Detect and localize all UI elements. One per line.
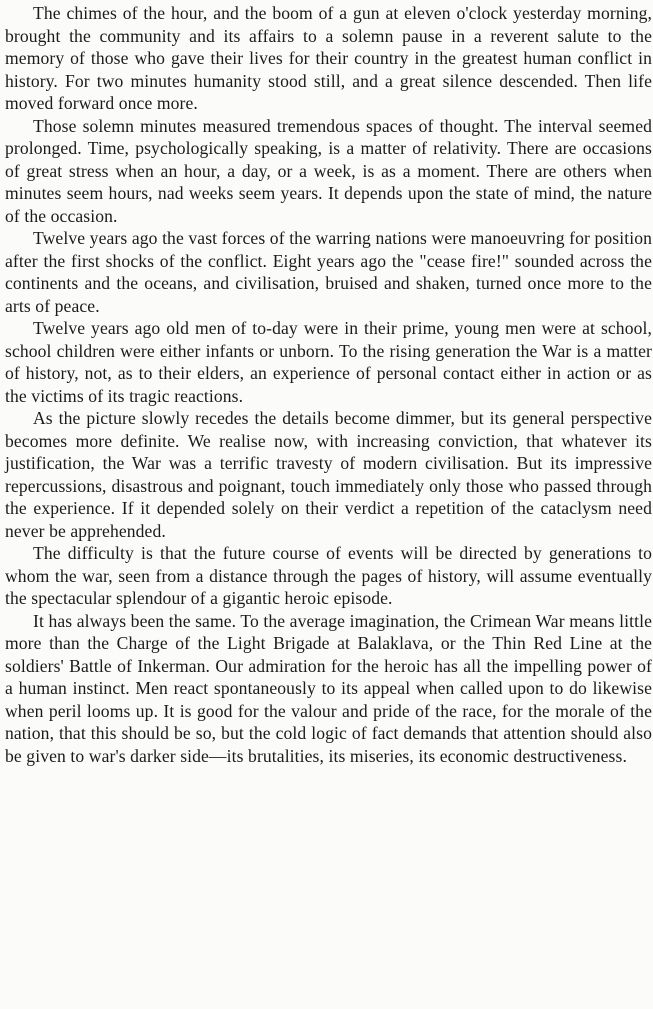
article-column: [5, 2, 652, 767]
paragraph-2: Those solemn minutes measured tremendous spaces of thought. The interval seemed prolonged. Time, psychologically speaking, is a matter of relativity. There are occasions of great stress when an hour, a day, or a week, is as a moment. There are others when minutes seem hours, nad weeks seem years. It depends upon the state of mind, the nature of the occasion.: [5, 115, 652, 226]
paragraph-1: The chimes of the hour, and the boom of a gun at eleven o'clock yesterday morning, brought the community and its affairs to a solemn pause in a reverent salute to the memory of those who gave their lives for their country in the greatest human conflict in history. For two minutes humanity stood still, and a great silence descended. Then life moved forward once more.: [5, 3, 652, 113]
paragraph-5: As the picture slowly recedes the details become dimmer, but its general perspective becomes more definite. We realise now, with increasing conviction, that whatever its justification, the War was a terrific travesty of modern civilisation. But its impressive repercussions, disastrous and poignant, touch immediately only those who passed through the experience. If it depended solely on their verdict a repetition of the cataclysm need never be apprehended.: [5, 408, 652, 541]
paragraph-4: Twelve years ago old men of to-day were in their prime, young men were at school, school children were either infants or unborn. To the rising generation the War is a matter of history, not, as to their elders, an experience of personal contact either in action or as the victims of its tragic reactions.: [5, 318, 652, 406]
paragraph-7: It has always been the same. To the average imagination, the Crimean War means little more than the Charge of the Light Brigade at Balaklava, or the Thin Red Line at the soldiers' Battle of Inkerman. Our admiration for the heroic has all the impelling power of a human instinct. Men react spontaneously to its appeal when called upon to do likewise when peril looms up. It is good for the valour and pride of the race, for the morale of the nation, that this should be so, but the cold logic of fact demands that attention should also be given to war's darker side—its brutalities, its miseries, its economic destructiveness.: [5, 610, 652, 766]
paragraph-3: Twelve years ago the vast forces of the warring nations were manoeuvring for position after the first shocks of the conflict. Eight years ago the "cease fire!" sounded across the continents and the oceans, and civilisation, bruised and shaken, turned once more to the arts of peace.: [5, 228, 652, 316]
paragraph-6: The difficulty is that the future course of events will be directed by generations to whom the war, seen from a distance through the pages of history, will assume eventually the spectacular splendour of a gigantic heroic episode.: [5, 543, 652, 608]
